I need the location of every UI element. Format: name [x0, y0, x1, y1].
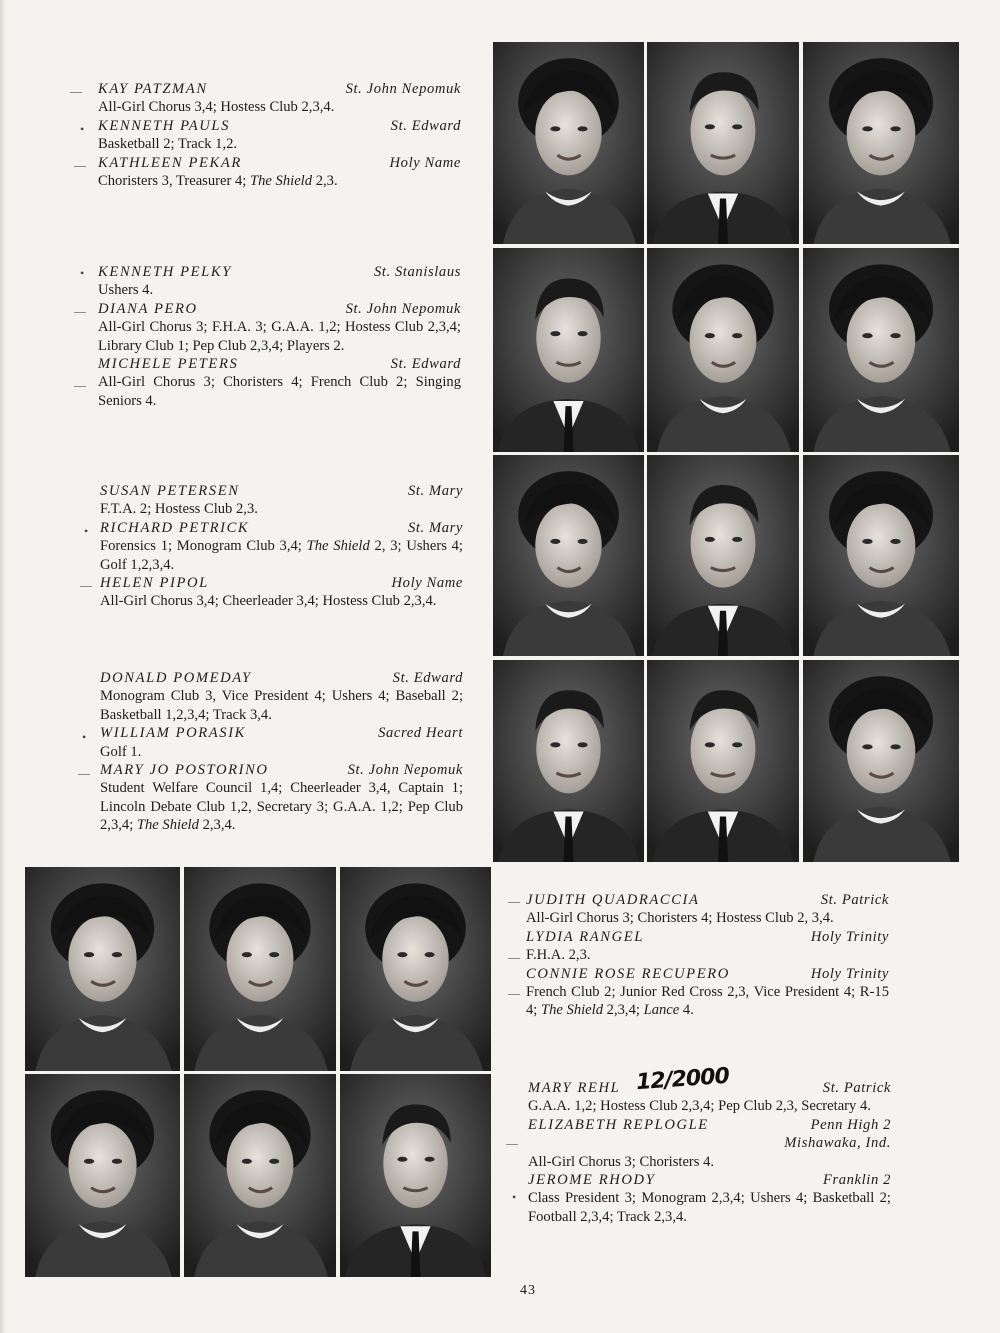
entry	[98, 263, 461, 300]
entry	[528, 1116, 891, 1171]
check-mark-icon: •	[82, 730, 87, 744]
entry	[98, 154, 461, 191]
student-school: St. Edward	[390, 356, 461, 373]
check-mark-icon: —	[74, 158, 86, 172]
portrait-photo	[803, 660, 959, 862]
entry-group-3	[100, 482, 463, 611]
student-activities: F.T.A. 2; Hostess Club 2,3.	[100, 501, 258, 518]
student-school: Holy Trinity	[810, 928, 889, 945]
check-mark-icon: —	[508, 986, 520, 1000]
entry	[98, 117, 461, 154]
student-name: HELEN PIPOL	[100, 575, 209, 592]
check-mark-icon: •	[84, 524, 89, 538]
student-school: St. Edward	[390, 117, 461, 134]
student-activities: Ushers 4.	[98, 282, 154, 299]
portrait-photo	[25, 867, 180, 1071]
student-name: MARY REHL	[528, 1080, 621, 1096]
entry	[100, 724, 463, 761]
check-mark-icon: •	[80, 122, 85, 136]
entry-group-2	[98, 263, 461, 410]
check-mark-icon: —	[78, 766, 90, 780]
portrait-photo	[184, 1074, 336, 1277]
portrait-photo	[803, 248, 959, 452]
page-number: 43	[520, 1283, 536, 1298]
student-name: WILLIAM PORASIK	[100, 725, 247, 742]
handwritten-note: 12/2000	[635, 1063, 730, 1096]
portrait-photo	[25, 1074, 180, 1277]
student-school: Holy Name	[391, 575, 463, 592]
student-school: St. Edward	[392, 670, 463, 686]
student-school: Holy Name	[389, 154, 461, 171]
student-activities: Golf 1.	[100, 743, 142, 760]
check-mark-icon: —	[70, 84, 82, 98]
entry	[100, 482, 463, 519]
student-name: SUSAN PETERSEN	[100, 483, 240, 499]
student-name: ELIZABETH REPLOGLE	[528, 1116, 709, 1133]
check-mark-icon: •	[80, 266, 85, 280]
student-activities: F.H.A. 2,3.	[526, 947, 591, 964]
portrait-photo	[647, 248, 799, 452]
student-name: KAY PATZMAN	[98, 81, 208, 97]
student-activities: Student Welfare Council 1,4; Cheerleader 3,4, Captain 1; Lincoln Debate Club 1,2, Secretary 3; G.A.A. 1,2; Pep Club 2,3,4; The Shield 2,3,4.	[100, 780, 463, 834]
check-mark-icon: —	[506, 1136, 518, 1150]
student-activities: Monogram Club 3, Vice President 4; Ushers 4; Baseball 2; Basketball 1,2,3,4; Track 3,4.	[100, 688, 463, 723]
student-activities: Choristers 3, Treasurer 4; The Shield 2,3.	[98, 173, 338, 190]
entry	[100, 519, 463, 574]
student-name: JUDITH QUADRACCIA	[526, 892, 700, 908]
portrait-photo	[493, 660, 644, 862]
student-school-location: Mishawaka, Ind.	[784, 1135, 891, 1152]
student-name: DONALD POMEDAY	[100, 670, 252, 686]
entry	[98, 355, 461, 410]
student-activities: All-Girl Chorus 3,4; Cheerleader 3,4; Hostess Club 2,3,4.	[100, 593, 437, 610]
student-school: Holy Trinity	[810, 965, 889, 982]
student-activities: All-Girl Chorus 3; Choristers 4; French Club 2; Singing Seniors 4.	[98, 374, 461, 409]
student-name: LYDIA RANGEL	[526, 928, 644, 945]
student-activities: Class President 3; Monogram 2,3,4; Ushers 4; Basketball 2; Football 2,3,4; Track 2,3,4.	[528, 1190, 891, 1225]
student-activities: All-Girl Chorus 3,4; Hostess Club 2,3,4.	[98, 99, 335, 116]
student-activities: French Club 2; Junior Red Cross 2,3, Vice President 4; R-15 4; The Shield 2,3,4; Lance 4.	[526, 984, 889, 1019]
portrait-photo	[340, 1074, 491, 1277]
student-name: MICHELE PETERS	[98, 356, 239, 373]
check-mark-icon: —	[80, 578, 92, 592]
entry	[98, 300, 461, 355]
entry	[526, 965, 889, 1020]
student-name: JEROME RHODY	[528, 1172, 656, 1189]
student-school: St. Patrick	[822, 1080, 891, 1096]
entry	[526, 928, 889, 965]
check-mark-icon: —	[508, 894, 520, 908]
entry	[100, 761, 463, 835]
check-mark-icon: •	[512, 1190, 517, 1204]
portrait-photo	[803, 42, 959, 244]
portrait-photo	[184, 867, 336, 1071]
portrait-photo	[340, 867, 491, 1071]
check-mark-icon: —	[508, 950, 520, 964]
portrait-photo	[493, 42, 644, 244]
student-name: DIANA PERO	[98, 300, 198, 317]
entry-group-5	[526, 891, 889, 1020]
student-school: Franklin 2	[822, 1172, 891, 1189]
entry	[100, 669, 463, 724]
check-mark-icon: —	[74, 378, 86, 392]
student-school: St. Patrick	[820, 892, 889, 908]
entry-group-6	[528, 1079, 891, 1226]
student-name: CONNIE ROSE RECUPERO	[526, 965, 730, 982]
student-school: St. Mary	[407, 483, 463, 499]
portrait-photo	[647, 42, 799, 244]
portrait-photo	[803, 455, 959, 656]
entry	[528, 1171, 891, 1226]
student-name: RICHARD PETRICK	[100, 519, 250, 536]
student-name: MARY JO POSTORINO	[100, 762, 269, 779]
student-school: Sacred Heart	[378, 725, 463, 742]
student-activities: All-Girl Chorus 3; Choristers 4.	[528, 1153, 715, 1170]
entry-group-1	[98, 80, 461, 190]
check-mark-icon: —	[74, 304, 86, 318]
student-name: KENNETH PELKY	[98, 264, 232, 280]
student-school: St. John Nepomuk	[345, 81, 461, 97]
student-name: KENNETH PAULS	[98, 117, 231, 134]
entry	[526, 891, 889, 928]
student-activities: Forensics 1; Monogram Club 3,4; The Shield 2, 3; Ushers 4; Golf 1,2,3,4.	[100, 538, 463, 573]
student-activities: G.A.A. 1,2; Hostess Club 2,3,4; Pep Club 2,3, Secretary 4.	[528, 1098, 871, 1115]
student-school: St. John Nepomuk	[347, 762, 463, 779]
student-school: St. John Nepomuk	[345, 300, 461, 317]
student-activities: All-Girl Chorus 3; F.H.A. 3; G.A.A. 1,2; Hostess Club 2,3,4; Library Club 1; Pep Club 2,3,4; Players 2.	[98, 319, 461, 354]
portrait-photo	[493, 248, 644, 452]
entry	[100, 574, 463, 611]
student-school: St. Mary	[407, 519, 463, 536]
portrait-photo	[647, 455, 799, 656]
student-name: KATHLEEN PEKAR	[98, 154, 242, 171]
entry	[98, 80, 461, 117]
student-activities: Basketball 2; Track 1,2.	[98, 136, 238, 153]
portrait-photo	[647, 660, 799, 862]
student-activities: All-Girl Chorus 3; Choristers 4; Hostess Club 2, 3,4.	[526, 910, 834, 927]
entry-group-4	[100, 669, 463, 835]
student-school: Penn High 2	[810, 1116, 891, 1133]
page-binding-edge	[0, 0, 6, 1333]
portrait-photo	[493, 455, 644, 656]
student-school: St. Stanislaus	[373, 264, 461, 280]
